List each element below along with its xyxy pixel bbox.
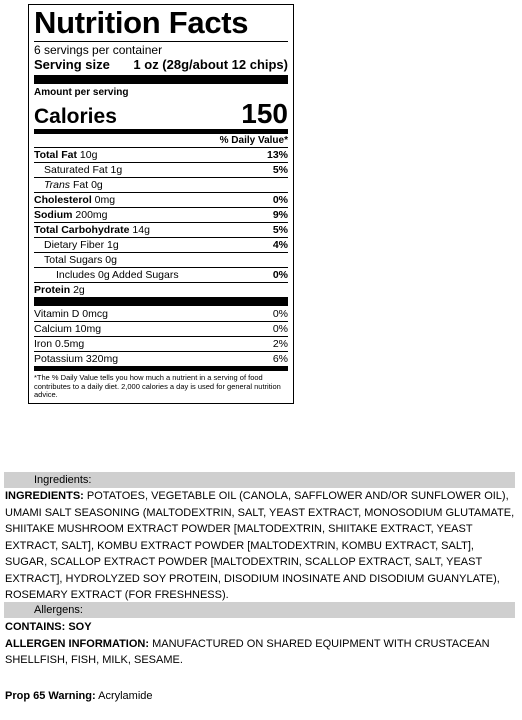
serving-size xyxy=(34,57,288,73)
serving-size-label: Serving size xyxy=(34,57,110,72)
vitamin-row-iron: Iron 0.5mg 2% xyxy=(34,338,288,350)
ingredients-text xyxy=(5,488,515,604)
allergen-info-label: ALLERGEN INFORMATION: xyxy=(5,637,150,650)
nutrient-row-total-carbohydrate: Total Carbohydrate 14g 5% xyxy=(34,224,288,236)
ingredients-header: Ingredients: xyxy=(4,472,515,488)
thick-divider-vitamins xyxy=(34,297,288,306)
thick-divider xyxy=(34,75,288,84)
allergen-info-text: MANUFACTURED ON SHARED EQUIPMENT WITH CRUSTACEAN SHELLFISH, FISH, MILK, SESAME. xyxy=(5,637,490,666)
vitamin-row-vitamin-d: Vitamin D 0mcg 0% xyxy=(34,307,288,320)
amount-per-serving: Amount per serving xyxy=(34,87,129,98)
vitamin-row-potassium: Potassium 320mg 6% xyxy=(34,353,288,365)
prop65-warning xyxy=(5,688,515,705)
vitamin-row-calcium: Calcium 10mg 0% xyxy=(34,323,288,335)
divider xyxy=(34,41,288,42)
calories-label: Calories xyxy=(34,105,117,128)
daily-value-footnote: *The % Daily Value tells you how much a nutrient in a serving of food contributes to a daily diet. 2,000 calories a day is used for general nutrition advice. xyxy=(34,373,281,399)
ingredients-list: POTATOES, VEGETABLE OIL (CANOLA, SAFFLOWER AND/OR SUNFLOWER OIL), UMAMI SALT SEASONING (MALTODEXTRIN, SALT, YEAST EXTRACT, MONOSODIUM GLUTAMATE, SHIITAKE MUSHROOM EXTRACT POWDER [MALTODEXTRIN, SHIITAKE EXTRACT, YEAST EXTRACT, SALT], KOMBU EXTRACT POWDER [MALTODEXTRIN, KOMBU EXTRACT, SALT], SUGAR, SCALLOP EXTRACT POWDER [MALTODEXTRIN, SCALLOP EXTRACT, SALT, YEAST EXTRACT], HYDROLYZED SOY PROTEIN, DISODIUM INOSINATE AND DISODIUM GUANYLATE), ROSEMARY EXTRACT (FOR FRESHNESS). xyxy=(5,490,515,601)
nutrient-row-total-sugars: Total Sugars 0g xyxy=(34,252,288,267)
nutrition-facts-title: Nutrition Facts xyxy=(34,5,249,40)
nutrition-facts-label xyxy=(28,4,294,404)
prop65-text: Acrylamide xyxy=(95,690,153,702)
nutrient-row-sodium: Sodium 200mg 9% xyxy=(34,209,288,221)
prop65-label: Prop 65 Warning: xyxy=(5,690,96,702)
nutrient-row-cholesterol: Cholesterol 0mg 0% xyxy=(34,194,288,206)
nutrient-row-total-fat: Total Fat 10g 13% xyxy=(34,149,288,161)
allergens-header: Allergens: xyxy=(4,602,515,618)
serving-size-value: 1 oz (28g/about 12 chips) xyxy=(133,57,288,72)
calories-row xyxy=(34,99,288,129)
nutrient-row-saturated-fat: Saturated Fat 1g 5% xyxy=(34,162,288,177)
nutrient-row-trans-fat: Trans Fat 0g xyxy=(34,177,288,192)
nutrient-row-protein: Protein 2g xyxy=(34,282,288,297)
nutrient-row-dietary-fiber: Dietary Fiber 1g 4% xyxy=(34,237,288,252)
nutrient-row-added-sugars: Includes 0g Added Sugars 0% xyxy=(34,267,288,282)
allergens-contains: CONTAINS: SOY xyxy=(5,621,92,633)
ingredients-label: INGREDIENTS: xyxy=(5,490,84,502)
daily-value-header: % Daily Value* xyxy=(219,135,288,146)
allergens-text xyxy=(5,619,515,669)
calories-value: 150 xyxy=(241,98,288,129)
servings-per-container: 6 servings per container xyxy=(34,43,163,57)
